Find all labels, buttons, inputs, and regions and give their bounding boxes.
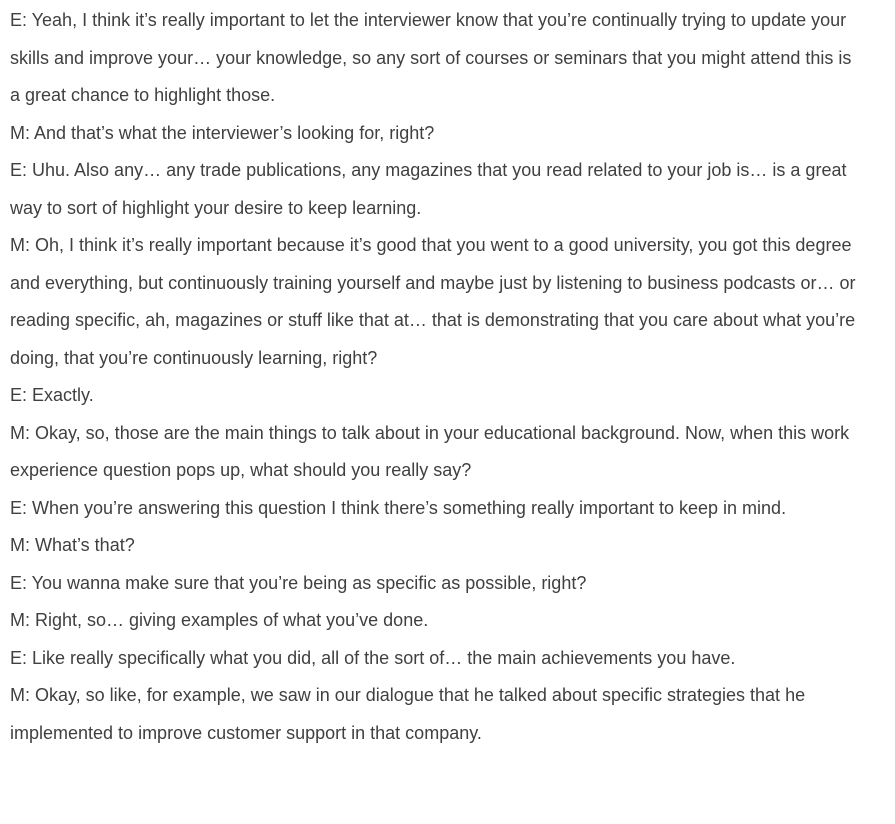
transcript-paragraph: E: When you’re answering this question I think there’s something really important to keep in mind.: [10, 497, 787, 518]
transcript-paragraph: M: Okay, so like, for example, we saw in our dialogue that he talked about specific strategies that he implemented to improve customer support in that company.: [10, 685, 806, 743]
transcript-paragraph: M: And that’s what the interviewer’s looking for, right?: [10, 122, 435, 143]
transcript-paragraph: E: Exactly.: [10, 385, 94, 405]
transcript-paragraph: E: Yeah, I think it’s really important to let the interviewer know that you’re continually trying to update your skills and improve your… your knowledge, so any sort of courses or seminars that you might attend this is a great chance to highlight those.: [10, 10, 852, 105]
transcript-paragraph: E: Like really specifically what you did, all of the sort of… the main achievements you have.: [10, 647, 736, 668]
transcript-paragraph: E: Uhu. Also any… any trade publications, any magazines that you read related to your job is… is a great way to sort of highlight your desire to keep learning.: [10, 160, 847, 218]
transcript-paragraph: M: Right, so… giving examples of what you’ve done.: [10, 610, 429, 630]
transcript-paragraph: M: What’s that?: [10, 535, 135, 555]
transcript-paragraph: M: Oh, I think it’s really important because it’s good that you went to a good university, you got this degree and everything, but continuously training yourself and maybe just by listening to business podcasts or… or reading specific, ah, magazines or stuff like that at… that is demonstrating that you care about what you’re doing, that you’re continuously learning, right?: [10, 235, 856, 368]
transcript-paragraph: M: Okay, so, those are the main things to talk about in your educational background. Now, when this work experience question pops up, what should you really say?: [10, 422, 850, 480]
transcript-paragraph: E: You wanna make sure that you’re being as specific as possible, right?: [10, 572, 587, 593]
